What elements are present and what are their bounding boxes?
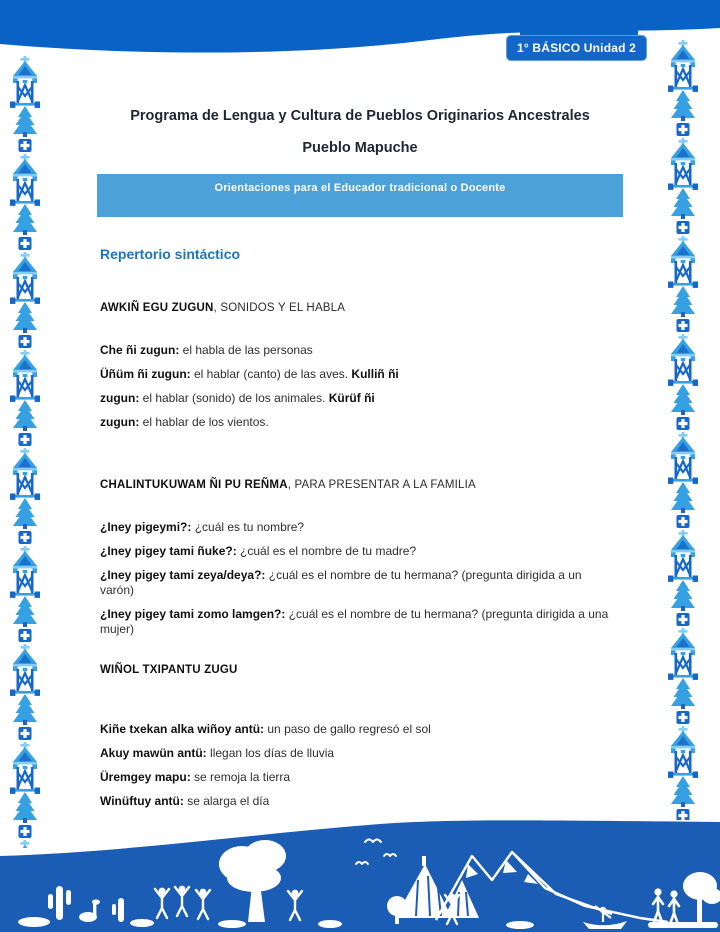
content-blocks — [100, 301, 615, 809]
entry-paragraph: Winüftuy antü: se alarga el día — [100, 794, 270, 808]
content-block — [100, 301, 615, 430]
entry-paragraph: ¿Iney pigey tami zomo lamgen?: ¿cuál es el nombre de tu hermana? (pregunta dirigida a una mujer) — [100, 607, 609, 636]
entry-paragraph: Kiñe txekan alka wiñoy antü: un paso de gallo regresó el sol — [100, 722, 431, 736]
document-content — [100, 246, 615, 809]
block-heading: CHALINTUKUWAM ÑI PU REÑMA, PARA PRESENTAR A LA FAMILIA — [100, 479, 476, 491]
footer-landscape-decoration — [0, 818, 720, 932]
program-title: Programa de Lengua y Cultura de Pueblos Originarios Ancestrales — [130, 108, 590, 124]
entry-paragraph: ¿Iney pigey tami zeya/deya?: ¿cuál es el nombre de tu hermana? (pregunta dirigida a un varón) — [100, 568, 582, 597]
unit-badge — [506, 35, 647, 61]
entry-paragraph: Üremgey mapu: se remoja la tierra — [100, 770, 291, 784]
content-block — [100, 478, 615, 637]
entry-paragraph: zugun: el hablar (sonido) de los animales. Kürüf ñi — [100, 391, 375, 405]
entry-paragraph: zugun: el hablar de los vientos. — [100, 415, 269, 429]
entry-paragraph: Akuy mawün antü: llegan los días de lluvia — [100, 746, 335, 760]
entry-paragraph: ¿Iney pigeymi?: ¿cuál es tu nombre? — [100, 520, 305, 534]
entry-paragraph: Che ñi zugun: el habla de las personas — [100, 343, 313, 357]
orientation-banner — [97, 174, 623, 217]
block-heading: WIÑOL TXIPANTU ZUGU — [100, 664, 238, 676]
content-block — [100, 663, 615, 809]
mapuche-totem-pattern-icon — [9, 56, 41, 848]
unit-badge-label: 1° BÁSICO Unidad 2 — [516, 41, 637, 55]
section-title: Repertorio sintáctico — [100, 246, 241, 262]
pueblo-subtitle: Pueblo Mapuche — [302, 140, 418, 156]
document-title — [60, 108, 660, 156]
orientation-banner-label: Orientaciones para el Educador tradicional o Docente — [214, 182, 506, 194]
entry-paragraph: ¿Iney pigey tami ñuke?: ¿cuál es el nombre de tu madre? — [100, 544, 417, 558]
mapuche-totem-pattern-icon — [667, 40, 699, 820]
block-heading: AWKIÑ EGU ZUGUN, SONIDOS Y EL HABLA — [100, 302, 346, 314]
entry-paragraph: Üñüm ñi zugun: el hablar (canto) de las aves. Kulliñ ñi — [100, 367, 399, 381]
